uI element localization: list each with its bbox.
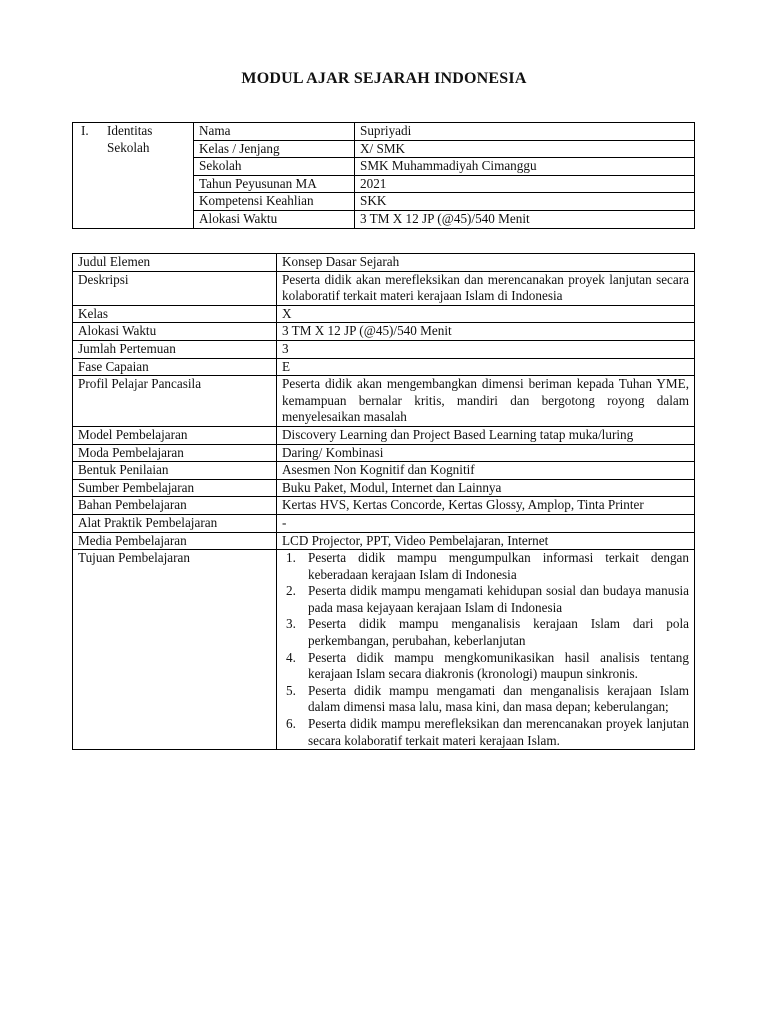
list-item: 2. Peserta didik mampu mengamati kehidupan sosial dan budaya manusia pada masa kejayaan kerajaan Islam di Indonesia bbox=[286, 583, 689, 615]
identity-label: Nama bbox=[194, 123, 355, 141]
identity-value: SMK Muhammadiyah Cimanggu bbox=[355, 158, 695, 176]
row-label: Fase Capaian bbox=[73, 358, 277, 376]
row-value: Peserta didik akan merefleksikan dan merencanakan proyek lanjutan secara kolaboratif terkait materi kerajaan Islam di Indonesia bbox=[277, 271, 695, 305]
tujuan-list-cell bbox=[277, 550, 695, 750]
table-row bbox=[73, 305, 695, 323]
list-item: 4. Peserta didik mampu mengkomunikasikan hasil analisis tentang kerajaan Islam secara diakronis (kronologi) maupun sinkronis. bbox=[286, 649, 689, 682]
identity-section-cell bbox=[73, 123, 194, 229]
tujuan-list bbox=[282, 550, 689, 749]
identity-label: Kompetensi Keahlian bbox=[194, 193, 355, 211]
document-title: MODUL AJAR SEJARAH INDONESIA bbox=[241, 70, 527, 87]
identity-label: Tahun Peyusunan MA bbox=[194, 175, 355, 193]
table-row bbox=[73, 462, 695, 480]
row-value: E bbox=[277, 358, 695, 376]
table-row bbox=[73, 358, 695, 376]
table-row bbox=[73, 323, 695, 341]
table-row bbox=[73, 254, 695, 272]
row-value: Kertas HVS, Kertas Concorde, Kertas Glossy, Amplop, Tinta Printer bbox=[277, 497, 695, 515]
row-label: Bentuk Penilaian bbox=[73, 462, 277, 480]
list-item: 3. Peserta didik mampu menganalisis kerajaan Islam dari pola perkembangan, perubahan, keberlanjutan bbox=[286, 616, 689, 649]
row-value: Daring/ Kombinasi bbox=[277, 444, 695, 462]
row-label: Tujuan Pembelajaran bbox=[73, 550, 277, 750]
row-label: Kelas bbox=[73, 305, 277, 323]
identity-label: Alokasi Waktu bbox=[194, 210, 355, 228]
identity-label: Kelas / Jenjang bbox=[194, 140, 355, 158]
row-value: Peserta didik akan mengembangkan dimensi beriman kepada Tuhan YME, kemampuan bernalar kritis, mandiri dan bergotong royong dalam menyelesaikan masalah bbox=[277, 376, 695, 427]
identity-value: Supriyadi bbox=[355, 123, 695, 141]
row-value: X bbox=[277, 305, 695, 323]
row-label: Bahan Pembelajaran bbox=[73, 497, 277, 515]
row-label: Sumber Pembelajaran bbox=[73, 479, 277, 497]
list-item: 1. Peserta didik mampu mengumpulkan informasi terkait dengan keberadaan kerajaan Islam di Indonesia bbox=[286, 550, 689, 582]
table-row bbox=[73, 479, 695, 497]
row-value: Konsep Dasar Sejarah bbox=[277, 254, 695, 272]
row-label: Moda Pembelajaran bbox=[73, 444, 277, 462]
row-label: Deskripsi bbox=[73, 271, 277, 305]
identity-value: SKK bbox=[355, 193, 695, 211]
row-label: Jumlah Pertemuan bbox=[73, 340, 277, 358]
table-row bbox=[73, 426, 695, 444]
table-row bbox=[73, 514, 695, 532]
row-label: Alokasi Waktu bbox=[73, 323, 277, 341]
list-item: 5. Peserta didik mampu mengamati dan menganalisis kerajaan Islam dalam dimensi masa lalu, masa kini, dan masa depan; keberulangan; bbox=[286, 682, 689, 715]
row-value: 3 bbox=[277, 340, 695, 358]
identity-value: X/ SMK bbox=[355, 140, 695, 158]
row-label: Media Pembelajaran bbox=[73, 532, 277, 550]
row-value: LCD Projector, PPT, Video Pembelajaran, Internet bbox=[277, 532, 695, 550]
section-label: Identitas Sekolah bbox=[107, 123, 153, 155]
table-row bbox=[73, 271, 695, 305]
row-value: Buku Paket, Modul, Internet dan Lainnya bbox=[277, 479, 695, 497]
table-row bbox=[73, 123, 695, 141]
row-value: Asesmen Non Kognitif dan Kognitif bbox=[277, 462, 695, 480]
row-label: Profil Pelajar Pancasila bbox=[73, 376, 277, 427]
details-table bbox=[72, 253, 695, 750]
table-row bbox=[73, 340, 695, 358]
identity-value: 2021 bbox=[355, 175, 695, 193]
identity-value: 3 TM X 12 JP (@45)/540 Menit bbox=[355, 210, 695, 228]
row-label: Judul Elemen bbox=[73, 254, 277, 272]
row-value: 3 TM X 12 JP (@45)/540 Menit bbox=[277, 323, 695, 341]
row-value: - bbox=[277, 514, 695, 532]
identity-table bbox=[72, 122, 695, 229]
table-row bbox=[73, 497, 695, 515]
row-label: Alat Praktik Pembelajaran bbox=[73, 514, 277, 532]
identity-label: Sekolah bbox=[194, 158, 355, 176]
table-row bbox=[73, 532, 695, 550]
table-row bbox=[73, 444, 695, 462]
list-item: 6. Peserta didik mampu merefleksikan dan merencanakan proyek lanjutan secara kolaboratif terkait materi kerajaan Islam. bbox=[286, 716, 689, 748]
table-row bbox=[73, 550, 695, 750]
row-label: Model Pembelajaran bbox=[73, 426, 277, 444]
row-value: Discovery Learning dan Project Based Learning tatap muka/luring bbox=[277, 426, 695, 444]
section-number: I. bbox=[81, 123, 89, 138]
table-row bbox=[73, 376, 695, 427]
